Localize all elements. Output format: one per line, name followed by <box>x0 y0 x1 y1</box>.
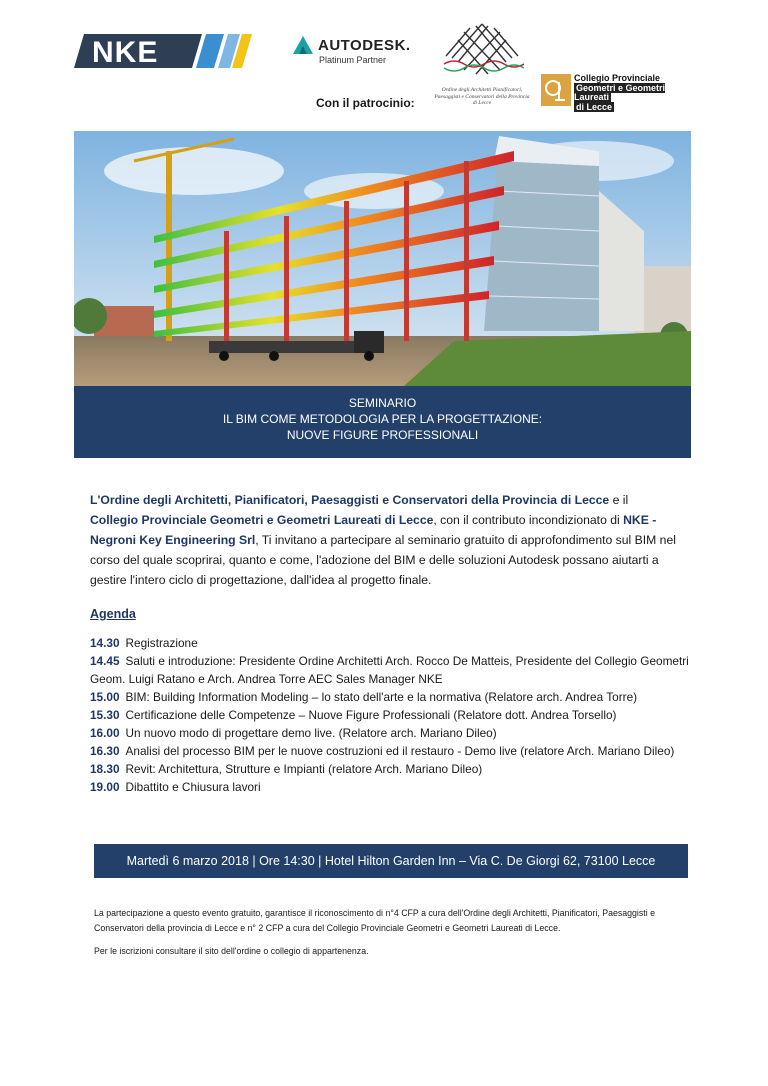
registration-note: Per le iscrizioni consultare il sito dell'ordine o collegio di appartenenza. <box>94 946 369 956</box>
agenda-text: BIM: Building Information Modeling – lo stato dell'arte e la normativa (Relatore arch. Andrea Torre) <box>125 690 638 704</box>
nke-logo-text: NKE <box>92 36 159 68</box>
agenda-text: Certificazione delle Competenze – Nuove Figure Professionali (Relatore dott. Andrea Torsello) <box>125 708 617 722</box>
collegio-line1: Collegio Provinciale <box>574 73 661 83</box>
agenda-text: Un nuovo modo di progettare demo live. (Relatore arch. Mariano Dileo) <box>125 726 497 740</box>
agenda-item <box>90 706 690 724</box>
agenda-time: 16.30 <box>90 744 120 758</box>
seminar-line1: SEMINARIO <box>348 396 417 410</box>
intro-nke: NKE - Negroni Key Engineering Srl <box>90 513 657 547</box>
agenda-item <box>90 760 690 778</box>
event-info-text: Martedì 6 marzo 2018 | Ore 14:30 | Hotel Hilton Garden Inn – Via C. De Giorgi 62, 73100 Lecce <box>126 854 656 868</box>
seminar-title-band <box>74 386 691 458</box>
agenda-text: Analisi del processo BIM per le nuove costruzioni ed il restauro - Demo live (relatore Arch. Mariano Dileo) <box>125 744 675 758</box>
agenda-time: 18.30 <box>90 762 120 776</box>
collegio-line2: Geometri e Geometri Laureati <box>574 82 666 102</box>
agenda-item <box>90 688 690 706</box>
autodesk-name: AUTODESK. <box>318 36 411 54</box>
intro-ordine: L'Ordine degli Architetti, Pianificatori, Paesaggisti e Conservatori della Provincia di Lecce <box>90 493 610 507</box>
event-info-band <box>94 844 688 878</box>
agenda-item <box>90 742 690 760</box>
collegio-emblem-icon <box>541 74 571 106</box>
agenda-list <box>90 634 690 796</box>
ordine-logo <box>432 22 532 128</box>
agenda-time: 15.00 <box>90 690 120 704</box>
hero-building-image <box>74 131 691 386</box>
ordine-text: Ordine degli Architetti Pianificatori, Paesaggisti e Conservatori della Provincia di Lecce <box>434 87 530 106</box>
agenda-text: Revit: Architettura, Strutture e Impianti (relatore Arch. Mariano Dileo) <box>125 762 483 776</box>
intro-contributo: , con il contributo incondizionato di <box>433 513 624 527</box>
autodesk-logo <box>293 36 433 72</box>
intro-paragraph <box>90 490 678 590</box>
agenda-item <box>90 652 690 688</box>
intro-join: e il <box>609 493 629 507</box>
agenda-item <box>90 724 690 742</box>
seminar-line3: NUOVE FIGURE PROFESSIONALI <box>286 428 479 442</box>
agenda-time: 14.30 <box>90 636 120 650</box>
agenda-time: 19.00 <box>90 780 120 794</box>
agenda-text: Saluti e introduzione: Presidente Ordine Architetti Arch. Rocco De Matteis, Presidente del Collegio Geometri Geom. Luigi Ratano e Arch. Andrea Torre AEC Sales Manager NKE <box>90 654 689 686</box>
collegio-logo <box>541 74 701 110</box>
agenda-title: Agenda <box>90 607 136 621</box>
nke-logo <box>74 34 252 68</box>
agenda-text: Registrazione <box>125 636 198 650</box>
agenda-text: Dibattito e Chiusura lavori <box>125 780 261 794</box>
intro-body: , Ti invitano a partecipare al seminario gratuito di approfondimento sul BIM nel corso del quale scoprirai, quanto e come, l'adozione del BIM e delle soluzioni Autodesk possano aiutarti a gestire l'intero ciclo di progettazione, dall'idea al progetto finale. <box>90 533 676 587</box>
cfp-note: La partecipazione a questo evento gratuito, garantisce il riconoscimento di n°4 CFP a cura dell'Ordine degli Architetti, Pianificatori, Paesaggisti e Conservatori della provincia di Lecce e n° 2 CFP a cura del Collegio Provinciale Geometri e Geometri Laureati di Lecce. <box>94 908 656 933</box>
patrocinio-label: Con il patrocinio: <box>316 96 415 110</box>
agenda-item <box>90 634 690 652</box>
autodesk-partner: Platinum Partner <box>319 55 387 65</box>
agenda-time: 15.30 <box>90 708 120 722</box>
collegio-line3: di Lecce <box>576 101 613 112</box>
agenda-time: 14.45 <box>90 654 120 668</box>
agenda-time: 16.00 <box>90 726 120 740</box>
agenda-item <box>90 778 690 796</box>
intro-collegio: Collegio Provinciale Geometri e Geometri Laureati di Lecce <box>90 513 434 527</box>
seminar-line2: IL BIM COME METODOLOGIA PER LA PROGETTAZIONE: <box>222 412 543 426</box>
autodesk-a-icon <box>293 36 313 54</box>
ordine-lattice-icon <box>440 22 524 78</box>
